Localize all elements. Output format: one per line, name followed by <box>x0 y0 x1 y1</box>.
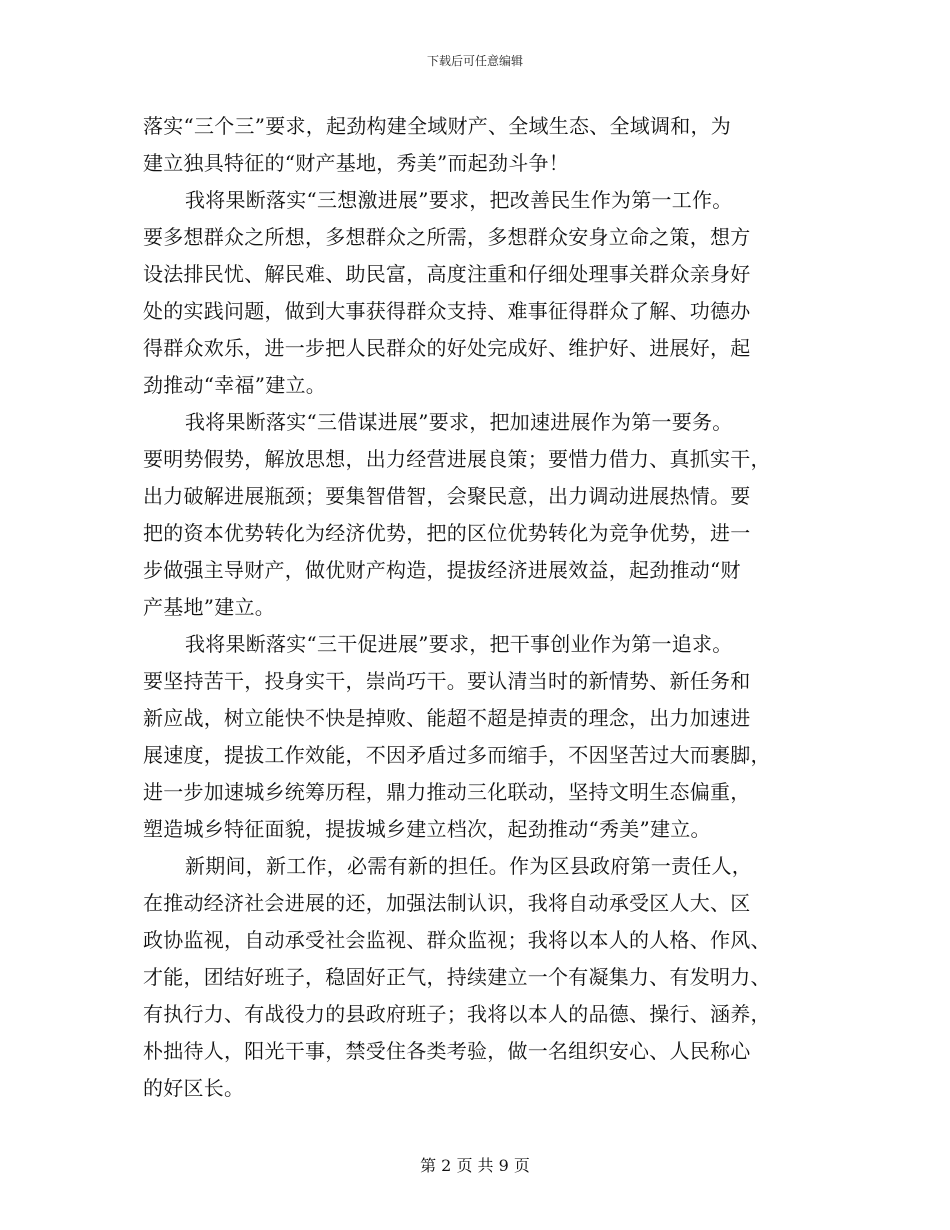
text-line: 出力破解进展瓶颈；要集智借智，会聚民意，出力调动进展热情。要 <box>143 484 751 508</box>
text-line: 要多想群众之所想，多想群众之所需，多想群众安身立命之策，想方 <box>143 225 751 249</box>
text-line: 有执行力、有战役力的县政府班子；我将以本人的品德、操行、涵养， <box>143 1002 771 1026</box>
text-line: 处的实践问题，做到大事获得群众支持、难事征得群众了解、功德办 <box>143 299 751 323</box>
text-line: 的好区长。 <box>143 1076 245 1100</box>
text-line: 朴拙待人，阳光干事，禁受住各类考验，做一名组织安心、人民称心 <box>143 1039 751 1063</box>
text-line: 新应战，树立能快不快是掉败、能超不超是掉责的理念，出力加速进 <box>143 706 751 730</box>
text-line: 我将果断落实“三借谋进展”要求，把加速进展作为第一要务。 <box>185 410 733 434</box>
text-line: 产基地”建立。 <box>143 595 275 619</box>
text-line: 新期间，新工作，必需有新的担任。作为区县政府第一责任人， <box>185 854 752 878</box>
text-line: 塑造城乡特征面貌，提拔城乡建立档次，起劲推动“秀美”建立。 <box>143 817 711 841</box>
text-line: 进一步加速城乡统筹历程，鼎力推动三化联动，坚持文明生态偏重， <box>143 780 751 804</box>
document-body <box>143 108 807 1107</box>
text-line: 我将果断落实“三想激进展”要求，把改善民生作为第一工作。 <box>185 188 733 212</box>
page-number-footer: 第 2 页 共 9 页 <box>420 1156 530 1175</box>
text-line: 政协监视，自动承受社会监视、群众监视；我将以本人的人格、作风、 <box>143 928 771 952</box>
text-line: 要坚持苦干，投身实干，崇尚巧干。要认清当时的新情势、新任务和 <box>143 669 751 693</box>
text-line: 步做强主导财产，做优财产构造，提拔经济进展效益，起劲推动“财 <box>143 558 741 582</box>
text-line: 建立独具特征的“财产基地，秀美”而起劲斗争！ <box>143 151 569 175</box>
text-line: 我将果断落实“三干促进展”要求，把干事创业作为第一追求。 <box>185 632 733 656</box>
text-line: 才能，团结好班子，稳固好正气，持续建立一个有凝集力、有发明力、 <box>143 965 771 989</box>
text-line: 设法排民忧、解民难、助民富，高度注重和仔细处理事关群众亲身好 <box>143 262 751 286</box>
text-line: 把的资本优势转化为经济优势，把的区位优势转化为竞争优势，进一 <box>143 521 751 545</box>
text-line: 得群众欢乐，进一步把人民群众的好处完成好、维护好、进展好，起 <box>143 336 751 360</box>
text-line: 劲推动“幸福”建立。 <box>143 373 326 397</box>
text-line: 在推动经济社会进展的还，加强法制认识，我将自动承受区人大、区 <box>143 891 751 915</box>
text-line: 落实“三个三”要求，起劲构建全域财产、全域生态、全域调和，为 <box>143 114 731 138</box>
text-line: 要明势假势，解放思想，出力经营进展良策；要惜力借力、真抓实干， <box>143 447 771 471</box>
page-header-note: 下载后可任意编辑 <box>426 54 523 68</box>
text-line: 展速度，提拔工作效能，不因矛盾过多而缩手，不因坚苦过大而裹脚， <box>143 743 771 767</box>
